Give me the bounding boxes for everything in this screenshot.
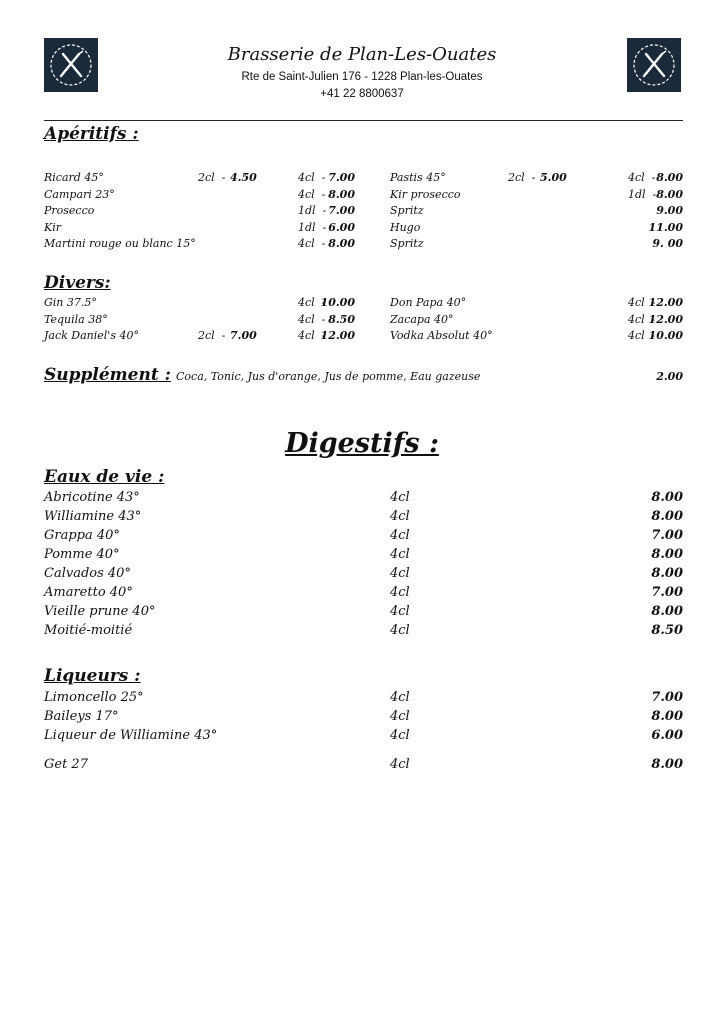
- drink-price: 10.00: [648, 329, 683, 342]
- digestif-measure: 4cl: [390, 566, 410, 581]
- drink-price: 7.00: [328, 204, 355, 217]
- drink-price: 8.50: [328, 312, 355, 326]
- drink-name: Kir prosecco: [390, 187, 461, 201]
- drink-price: 11.00: [648, 220, 683, 234]
- digestifs-heading: Digestifs :: [285, 428, 439, 459]
- drink-measure: 4cl -: [298, 329, 326, 342]
- supplement-heading: Supplément :: [44, 365, 171, 385]
- drink-measure: 4cl -: [298, 237, 326, 250]
- restaurant-address: Rte de Saint-Julien 176 - 1228 Plan-les-Ouates: [241, 71, 483, 83]
- supplement-line: [44, 365, 480, 385]
- drink-measure: 4cl -: [628, 296, 656, 309]
- drink-price: 9.00: [656, 204, 683, 217]
- drink-name: Kir: [44, 220, 61, 234]
- drink-name: Zacapa 40°: [390, 312, 454, 326]
- digestif-measure: 4cl: [390, 728, 410, 743]
- drink-price: 8.00: [656, 187, 683, 201]
- drink-measure: 1dl -: [628, 187, 657, 201]
- digestif-price: 8.00: [651, 709, 683, 724]
- digestif-measure: 4cl: [390, 757, 410, 772]
- liqueurs-heading: Liqueurs :: [44, 666, 141, 686]
- drink-name: Vodka Absolut 40°: [390, 329, 493, 342]
- restaurant-name: Brasserie de Plan-Les-Ouates: [227, 44, 497, 65]
- digestif-price: 8.50: [651, 623, 683, 638]
- drink-measure: 4cl -: [298, 171, 326, 184]
- drink-measure-small: 2cl -: [508, 171, 536, 184]
- drink-price: 8.00: [656, 171, 683, 184]
- digestif-price: 6.00: [651, 728, 683, 743]
- digestif-price: 7.00: [651, 528, 683, 543]
- digestif-measure: 4cl: [390, 690, 410, 705]
- digestif-price: 8.00: [651, 509, 683, 524]
- digestif-measure: 4cl: [390, 547, 410, 562]
- drink-price: 12.00: [320, 329, 355, 342]
- drink-name: Martini rouge ou blanc 15°: [44, 237, 196, 250]
- drink-measure: 1dl -: [298, 220, 327, 234]
- divers-heading: Divers:: [44, 273, 111, 293]
- digestif-price: 8.00: [651, 604, 683, 619]
- digestif-price: 8.00: [651, 566, 683, 581]
- restaurant-phone: +41 22 8800637: [320, 88, 404, 100]
- digestif-name: Get 27: [44, 757, 88, 772]
- digestif-price: 8.00: [651, 757, 683, 772]
- drink-name: Prosecco: [44, 204, 95, 217]
- digestif-name: Liqueur de Williamine 43°: [44, 728, 218, 743]
- drink-name: Don Papa 40°: [390, 296, 467, 309]
- drink-price: 12.00: [648, 296, 683, 309]
- drink-name: Hugo: [390, 220, 421, 234]
- drink-name: Campari 23°: [44, 187, 115, 201]
- drink-price-small: 4.50: [230, 171, 257, 184]
- drink-measure: 4cl -: [298, 187, 326, 201]
- digestif-measure: 4cl: [390, 709, 410, 724]
- digestif-name: Amaretto 40°: [44, 585, 133, 600]
- drink-measure-small: 2cl -: [198, 329, 226, 342]
- drink-price: 9. 00: [652, 237, 683, 250]
- digestif-name: Moitié-moitié: [44, 623, 133, 638]
- drink-name: Tequila 38°: [44, 312, 108, 326]
- drink-name: Ricard 45°: [44, 171, 104, 184]
- digestif-measure: 4cl: [390, 585, 410, 600]
- digestif-measure: 4cl: [390, 528, 410, 543]
- digestif-name: Calvados 40°: [44, 566, 131, 581]
- drink-price: 7.00: [328, 171, 355, 184]
- drink-price: 10.00: [320, 296, 355, 309]
- drink-measure: 4cl -: [628, 171, 656, 184]
- drink-price: 8.00: [328, 237, 355, 250]
- digestif-name: Abricotine 43°: [44, 490, 140, 505]
- eaux-de-vie-heading: Eaux de vie :: [44, 467, 165, 487]
- drink-name: Spritz: [390, 237, 424, 250]
- digestif-price: 8.00: [651, 490, 683, 505]
- digestif-measure: 4cl: [390, 509, 410, 524]
- digestif-measure: 4cl: [390, 604, 410, 619]
- drink-measure: 4cl -: [628, 312, 656, 326]
- drink-name: Gin 37.5°: [44, 296, 97, 309]
- digestif-price: 8.00: [651, 547, 683, 562]
- digestif-name: Baileys 17°: [44, 709, 119, 724]
- drink-measure: 4cl -: [298, 312, 326, 326]
- drink-price-small: 5.00: [540, 171, 567, 184]
- drink-price: 6.00: [328, 220, 355, 234]
- digestif-name: Grappa 40°: [44, 528, 120, 543]
- digestif-name: Pomme 40°: [44, 547, 120, 562]
- drink-price: 8.00: [328, 187, 355, 201]
- aperitifs-heading: Apéritifs :: [44, 124, 139, 144]
- digestif-name: Vieille prune 40°: [44, 604, 156, 619]
- drink-name: Pastis 45°: [390, 171, 446, 184]
- drink-measure: 1dl -: [298, 204, 327, 217]
- header-divider: [44, 120, 683, 121]
- supplement-price: 2.00: [656, 370, 683, 383]
- drink-name: Jack Daniel's 40°: [44, 329, 139, 342]
- digestif-name: Limoncello 25°: [44, 690, 144, 705]
- drink-name: Spritz: [390, 204, 424, 217]
- drink-measure-small: 2cl -: [198, 171, 226, 184]
- drink-measure: 4cl -: [298, 296, 326, 309]
- drink-measure: 4cl -: [628, 329, 656, 342]
- digestif-price: 7.00: [651, 690, 683, 705]
- drink-price-small: 7.00: [230, 329, 257, 342]
- digestif-measure: 4cl: [390, 490, 410, 505]
- supplement-text: Coca, Tonic, Jus d'orange, Jus de pomme, Eau gazeuse: [176, 370, 481, 383]
- digestif-measure: 4cl: [390, 623, 410, 638]
- digestif-price: 7.00: [651, 585, 683, 600]
- digestif-name: Williamine 43°: [44, 509, 142, 524]
- drink-price: 12.00: [648, 312, 683, 326]
